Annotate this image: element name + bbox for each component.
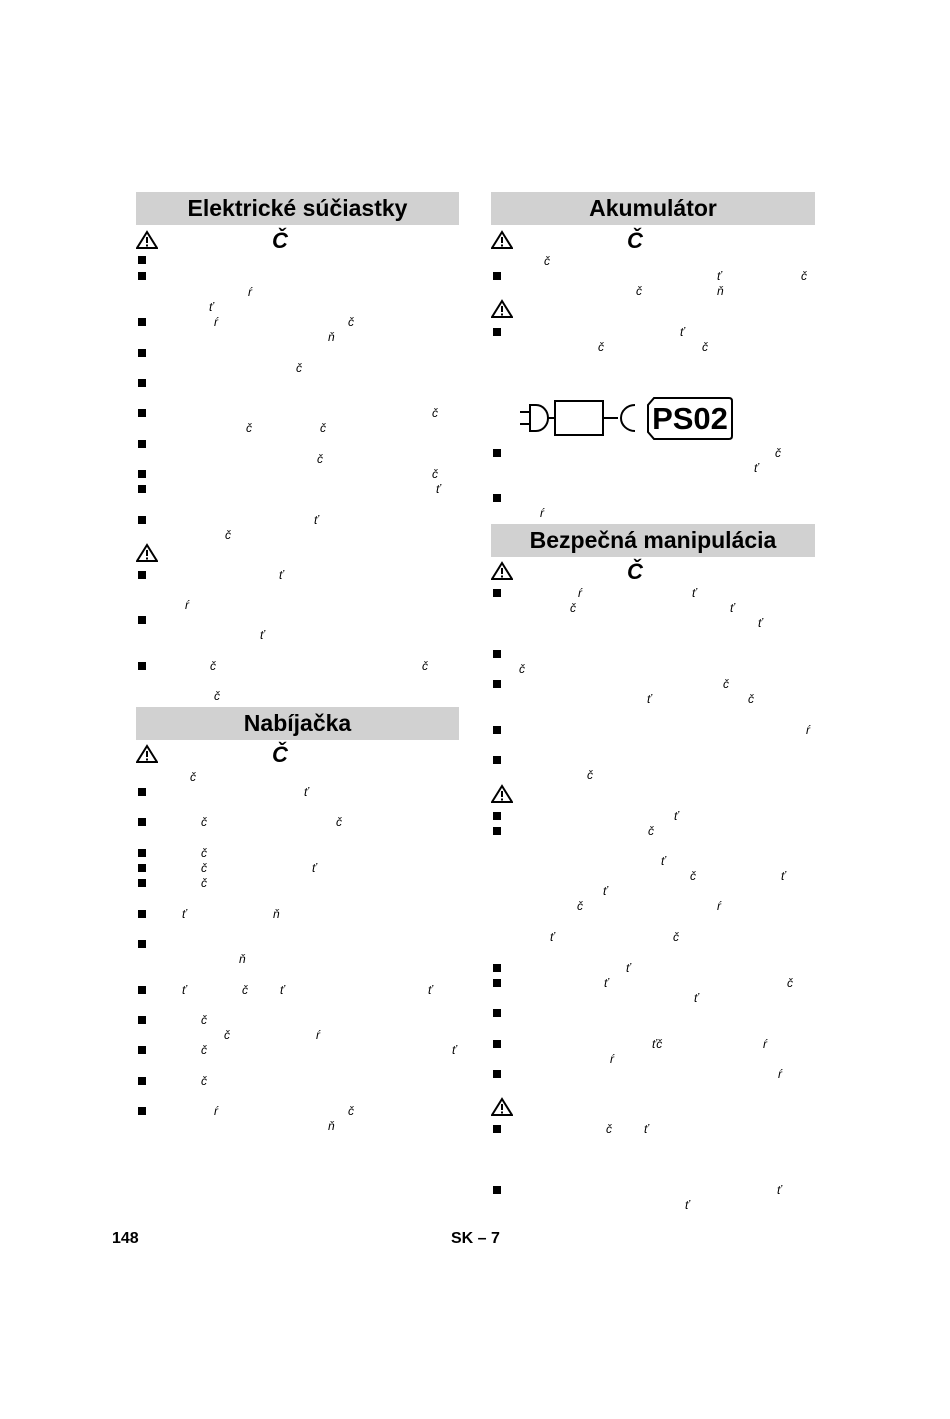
warning-triangle-icon (491, 1097, 513, 1117)
glyph-fragment: ť (730, 601, 735, 615)
bullet-square-icon (138, 485, 146, 493)
glyph-fragment: ŕ (610, 1052, 614, 1066)
plug-code-label: PS02 (652, 401, 728, 436)
glyph-fragment: č (201, 876, 207, 890)
glyph-fragment: ť (685, 1198, 690, 1212)
glyph-fragment: č (673, 930, 679, 944)
warning-triangle-icon (136, 744, 158, 764)
glyph-fragment: ť (717, 269, 722, 283)
glyph-fragment: č (577, 899, 583, 913)
bullet-square-icon (493, 827, 501, 835)
glyph-fragment: č (587, 768, 593, 782)
bullet-square-icon (138, 349, 146, 357)
bullet-square-icon (138, 1016, 146, 1024)
glyph-fragment: ť (279, 568, 284, 582)
bullet-square-icon (138, 516, 146, 524)
glyph-fragment: č (801, 269, 807, 283)
glyph-fragment: ť (692, 586, 697, 600)
bullet-square-icon (493, 650, 501, 658)
bullet-square-icon (493, 812, 501, 820)
glyph-fragment: č (201, 846, 207, 860)
bullet-square-icon (138, 379, 146, 387)
glyph-fragment: ŕ (316, 1028, 320, 1042)
glyph-fragment: č (224, 1028, 230, 1042)
section-header-electrical: Elektrické súčiastky (136, 192, 459, 225)
glyph-fragment: ŕ (806, 723, 810, 737)
section-header-battery: Akumulátor (491, 192, 815, 225)
bullet-square-icon (138, 879, 146, 887)
bullet-square-icon (493, 589, 501, 597)
bullet-square-icon (138, 616, 146, 624)
glyph-fragment: ň (717, 284, 724, 298)
bullet-square-icon (493, 964, 501, 972)
bullet-square-icon (138, 849, 146, 857)
glyph-fragment: č (242, 983, 248, 997)
bullet-square-icon (138, 1046, 146, 1054)
bullet-square-icon (138, 256, 146, 264)
glyph-fragment: č (598, 340, 604, 354)
glyph-fragment: č (570, 601, 576, 615)
glyph-fragment: ň (239, 952, 246, 966)
glyph-fragment: ťč (652, 1037, 663, 1051)
glyph-fragment: ŕ (185, 598, 189, 612)
glyph-fragment: ť (428, 983, 433, 997)
bullet-square-icon (138, 910, 146, 918)
glyph-fragment: č (296, 361, 302, 375)
bullet-square-icon (138, 1077, 146, 1085)
glyph-fragment: ŕ (778, 1067, 782, 1081)
glyph-fragment: ť (280, 983, 285, 997)
glyph-fragment: ť (661, 854, 666, 868)
bullet-square-icon (493, 1186, 501, 1194)
glyph-fragment: ť (694, 991, 699, 1005)
glyph-fragment: č (606, 1122, 612, 1136)
glyph-fragment: ť (182, 907, 187, 921)
glyph-fragment: ň (273, 907, 280, 921)
glyph-fragment: ŕ (248, 285, 252, 299)
glyph-fragment: č (336, 815, 342, 829)
bullet-square-icon (138, 986, 146, 994)
glyph-fragment: ŕ (717, 899, 721, 913)
glyph-fragment: ť (680, 325, 685, 339)
glyph-fragment: č (190, 770, 196, 784)
bullet-square-icon (138, 318, 146, 326)
bullet-square-icon (138, 409, 146, 417)
glyph-fragment: ť (758, 616, 763, 630)
glyph-fragment: č (432, 406, 438, 420)
danger-heading: Č (627, 559, 643, 584)
glyph-fragment: ť (647, 692, 652, 706)
glyph-fragment: ť (314, 513, 319, 527)
glyph-fragment: č (519, 662, 525, 676)
glyph-fragment: č (787, 976, 793, 990)
danger-heading: Č (272, 742, 288, 767)
glyph-fragment: č (648, 824, 654, 838)
glyph-fragment: ť (436, 482, 441, 496)
warning-triangle-icon (136, 230, 158, 250)
warning-triangle-icon (136, 543, 158, 563)
footer-label: SK – 7 (451, 1230, 500, 1247)
glyph-fragment: ť (777, 1183, 782, 1197)
section-header-charger: Nabíjačka (136, 707, 459, 740)
glyph-fragment: ť (603, 884, 608, 898)
glyph-fragment: č (723, 677, 729, 691)
bullet-square-icon (493, 1009, 501, 1017)
section-header-handling: Bezpečná manipulácia (491, 524, 815, 557)
glyph-fragment: ŕ (578, 586, 582, 600)
bullet-square-icon (493, 1040, 501, 1048)
bullet-square-icon (138, 818, 146, 826)
glyph-fragment: č (544, 254, 550, 268)
glyph-fragment: č (775, 446, 781, 460)
bullet-square-icon (138, 440, 146, 448)
danger-heading: Č (627, 228, 643, 253)
bullet-square-icon (493, 979, 501, 987)
glyph-fragment: č (201, 1043, 207, 1057)
glyph-fragment: ť (312, 861, 317, 875)
glyph-fragment: ŕ (214, 315, 218, 329)
bullet-square-icon (493, 726, 501, 734)
warning-triangle-icon (491, 299, 513, 319)
glyph-fragment: č (225, 528, 231, 542)
glyph-fragment: č (702, 340, 708, 354)
glyph-fragment: ť (209, 300, 214, 314)
bullet-square-icon (138, 864, 146, 872)
bullet-square-icon (493, 1125, 501, 1133)
bullet-square-icon (493, 756, 501, 764)
warning-triangle-icon (491, 784, 513, 804)
bullet-square-icon (138, 662, 146, 670)
bullet-square-icon (493, 1070, 501, 1078)
glyph-fragment: č (201, 861, 207, 875)
glyph-fragment: ť (781, 869, 786, 883)
glyph-fragment: č (201, 1013, 207, 1027)
warning-triangle-icon (491, 561, 513, 581)
glyph-fragment: č (214, 689, 220, 703)
glyph-fragment: ť (754, 461, 759, 475)
glyph-fragment: č (201, 1074, 207, 1088)
danger-heading: Č (272, 228, 288, 253)
bullet-square-icon (493, 328, 501, 336)
bullet-square-icon (493, 680, 501, 688)
bullet-square-icon (138, 1107, 146, 1115)
glyph-fragment: č (320, 421, 326, 435)
glyph-fragment: č (748, 692, 754, 706)
bullet-square-icon (138, 940, 146, 948)
glyph-fragment: č (422, 659, 428, 673)
glyph-fragment: č (432, 467, 438, 481)
glyph-fragment: ŕ (540, 506, 544, 520)
bullet-square-icon (138, 571, 146, 579)
bullet-square-icon (138, 788, 146, 796)
glyph-fragment: ť (550, 930, 555, 944)
bullet-square-icon (138, 272, 146, 280)
glyph-fragment: č (348, 315, 354, 329)
glyph-fragment: ť (452, 1043, 457, 1057)
glyph-fragment: ň (328, 330, 335, 344)
glyph-fragment: ť (304, 785, 309, 799)
glyph-fragment: č (246, 421, 252, 435)
warning-triangle-icon (491, 230, 513, 250)
bullet-square-icon (493, 449, 501, 457)
glyph-fragment: č (348, 1104, 354, 1118)
glyph-fragment: ť (604, 976, 609, 990)
glyph-fragment: ť (260, 628, 265, 642)
glyph-fragment: ť (182, 983, 187, 997)
glyph-fragment: ŕ (763, 1037, 767, 1051)
glyph-fragment: č (690, 869, 696, 883)
glyph-fragment: ŕ (214, 1104, 218, 1118)
glyph-fragment: č (317, 452, 323, 466)
glyph-fragment: č (210, 659, 216, 673)
page-number: 148 (112, 1230, 139, 1247)
bullet-square-icon (493, 272, 501, 280)
plug-diagram-icon (518, 397, 638, 439)
glyph-fragment: ť (674, 809, 679, 823)
glyph-fragment: č (636, 284, 642, 298)
glyph-fragment: ť (644, 1122, 649, 1136)
bullet-square-icon (138, 470, 146, 478)
bullet-square-icon (493, 494, 501, 502)
glyph-fragment: č (201, 815, 207, 829)
glyph-fragment: ň (328, 1119, 335, 1133)
glyph-fragment: ť (626, 961, 631, 975)
